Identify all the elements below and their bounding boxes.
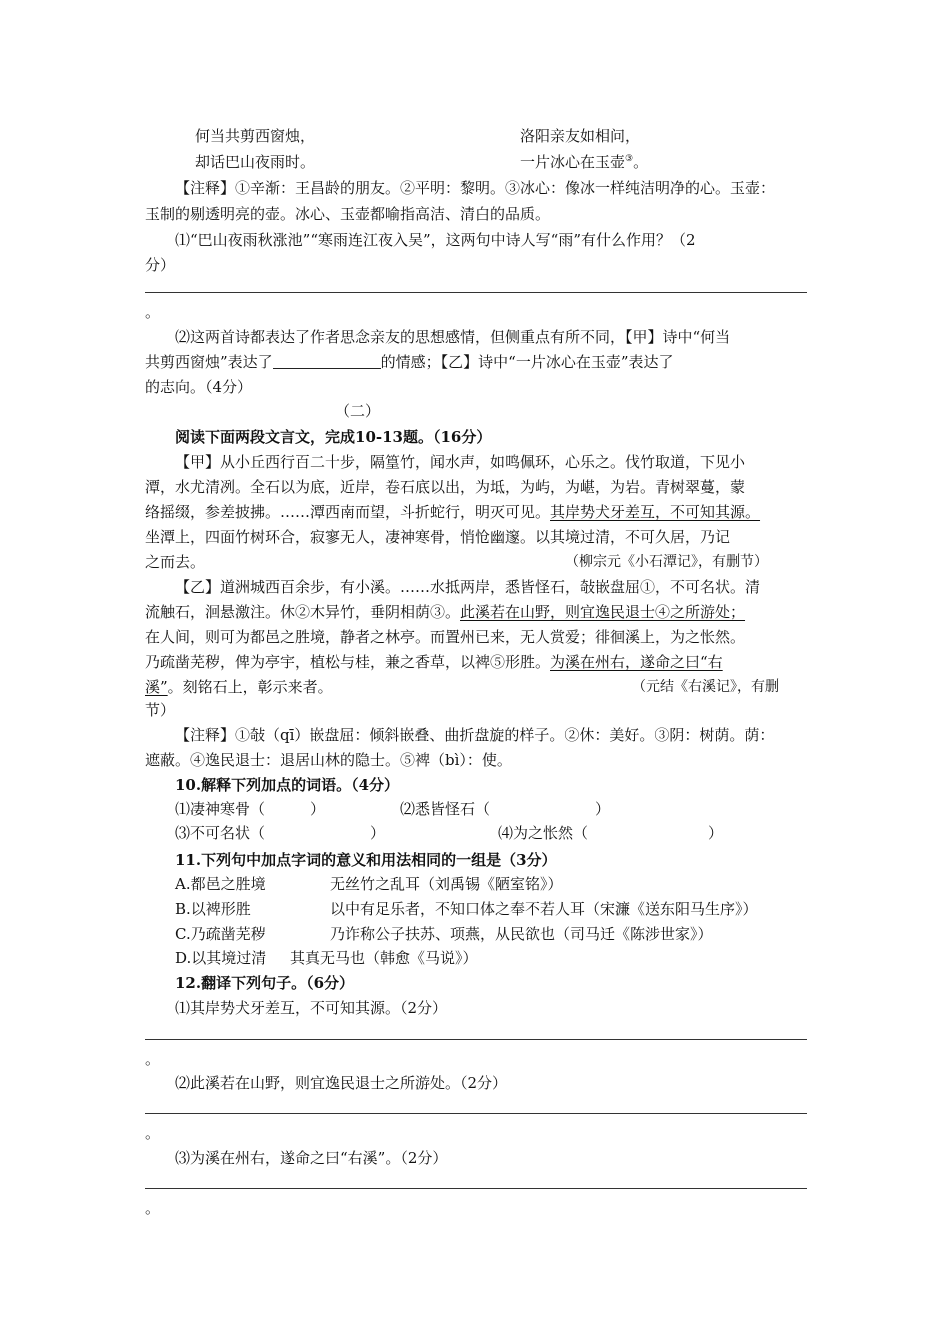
- poem-line-1a: 何当共剪西窗烛，: [195, 127, 316, 145]
- question-2-line-2: 共剪西窗烛”表达了 的情感；【乙】诗中“一片冰心在玉壶”表达了: [145, 353, 674, 371]
- answer-line-q1[interactable]: [145, 292, 807, 293]
- option-b-right: 以中有足乐者，不知口体之奉不若人耳（宋濂《送东阳马生序》）: [330, 900, 758, 918]
- answer-line-s1[interactable]: [145, 1039, 807, 1040]
- answer-end-mark: 。: [145, 1050, 161, 1068]
- answer-line-s3[interactable]: [145, 1188, 807, 1189]
- passage-yi-line-3: 在人间，则可为都邑之胜境，静者之林亭。而置州已来，无人赏爱；徘徊溪上，为之怅然。: [145, 628, 746, 646]
- question-10-d: ⑷为之怅然（ ）: [498, 824, 724, 842]
- answer-line-s2[interactable]: [145, 1113, 807, 1114]
- poem-line-1b: 洛阳亲友如相问，: [520, 127, 641, 145]
- question-1-line-1: ⑴“巴山夜雨秋涨池”“寒雨连江夜入吴”，这两句中诗人写“雨”有什么作用？（2: [175, 231, 696, 249]
- question-10-title: 10.解释下列加点的词语。（4分）: [175, 776, 400, 794]
- poem-line-2a: 却话巴山夜雨时。: [195, 153, 316, 171]
- passage-jia-source: （柳宗元《小石潭记》，有删节）: [565, 554, 768, 570]
- answer-end-mark: 。: [145, 303, 161, 321]
- passage-yi-line-2: 流触石，洄悬激注。休②木异竹，垂阴相荫③。此溪若在山野，则宜逸民退士④之所游处；: [145, 603, 746, 621]
- question-11-title: 11.下列句中加点字词的意义和用法相同的一组是（3分）: [175, 851, 557, 869]
- note-2-line-2: 遮蔽。④逸民退士：退居山林的隐士。⑤裨（bì）：使。: [145, 751, 512, 769]
- option-d-right: 其真无马也（韩愈《马说》）: [290, 949, 478, 967]
- section-title: （二）: [335, 402, 381, 420]
- passage-yi-source: （元结《右溪记》，有删: [632, 679, 779, 695]
- underlined-sentence: 此溪若在山野，则宜逸民退士④之所游处；: [460, 603, 746, 621]
- question-2-line-3: 的志向。（4分）: [145, 378, 253, 396]
- question-10-c: ⑶不可名状（ ）: [175, 824, 386, 842]
- option-c-left: C.乃疏凿芜秽: [175, 925, 266, 943]
- question-10-b: ⑵悉皆怪石（ ）: [400, 800, 611, 818]
- question-10-a: ⑴凄神寒骨（ ）: [175, 800, 326, 818]
- option-d-left: D.以其境过清: [175, 949, 267, 967]
- note-1-line-1: 【注释】①辛渐：王昌龄的朋友。②平明：黎明。③冰心：像冰一样纯洁明净的心。玉壶：: [175, 179, 776, 197]
- underlined-sentence: 溪”: [145, 678, 168, 696]
- answer-end-mark: 。: [145, 1199, 161, 1217]
- note-1-line-2: 玉制的剔透明亮的壶。冰心、玉壶都喻指高洁、清白的品质。: [145, 205, 551, 223]
- passage-jia-line-4: 坐潭上，四面竹树环合，寂寥无人，凄神寒骨，悄怆幽邃。以其境过清，不可久居，乃记: [145, 528, 731, 546]
- question-1-line-2: 分）: [145, 256, 176, 274]
- passage-yi-line-5: 溪”。刻铭石上，彰示来者。: [145, 678, 333, 696]
- option-c-right: 乃诈称公子扶苏、项燕，从民欲也（司马迁《陈涉世家》）: [330, 925, 713, 943]
- passage-jia-line-5: 之而去。: [145, 553, 206, 571]
- question-12-s3: ⑶为溪在州右，遂命之曰“右溪”。（2分）: [175, 1149, 448, 1167]
- passage-yi-line-1: 【乙】道洲城西百余步，有小溪。……水抵两岸，悉皆怪石，敧嵌盘屈①，不可名状。清: [175, 578, 761, 596]
- question-2-line-1: ⑵这两首诗都表达了作者思念亲友的思想感情，但侧重点有所不同，【甲】诗中“何当: [175, 328, 731, 346]
- option-a-left: A.都邑之胜境: [175, 875, 266, 893]
- passage-jia-line-3: 络摇缀，参差披拂。……潭西南而望，斗折蛇行，明灭可见。其岸势犬牙差互，不可知其源。: [145, 503, 761, 521]
- answer-end-mark: 。: [145, 1124, 161, 1142]
- question-12-s2: ⑵此溪若在山野，则宜逸民退士之所游处。（2分）: [175, 1074, 508, 1092]
- question-12-title: 12.翻译下列句子。（6分）: [175, 974, 355, 992]
- option-b-left: B.以裨形胜: [175, 900, 251, 918]
- poem-line-2b: 一片冰心在玉壶③。: [520, 153, 649, 171]
- underlined-sentence: 其岸势犬牙差互，不可知其源。: [550, 503, 761, 521]
- underlined-sentence: 为溪在州右，遂命之曰“右: [550, 653, 723, 671]
- passage-jia-line-1: 【甲】从小丘西行百二十步，隔篁竹，闻水声，如鸣佩环，心乐之。伐竹取道，下见小: [175, 453, 746, 471]
- option-a-right: 无丝竹之乱耳（刘禹锡《陋室铭》）: [330, 875, 563, 893]
- footnote-mark: ③: [625, 154, 634, 164]
- question-12-s1: ⑴其岸势犬牙差互，不可知其源。（2分）: [175, 999, 448, 1017]
- passage-yi-line-4: 乃疏凿芜秽，俾为亭宇，植松与桂，兼之香草，以裨⑤形胜。为溪在州右，遂命之曰“右: [145, 653, 723, 671]
- section-instruction: 阅读下面两段文言文，完成10-13题。（16分）: [175, 428, 492, 446]
- passage-yi-source-cont: 节）: [145, 701, 176, 719]
- fill-blank[interactable]: [273, 354, 381, 369]
- note-2-line-1: 【注释】①敧（qī）嵌盘屈：倾斜嵌叠、曲折盘旋的样子。②休：美好。③阴：树荫。荫：: [175, 726, 775, 744]
- passage-jia-line-2: 潭，水尤清冽。全石以为底，近岸，卷石底以出，为坻，为屿，为嵁，为岩。青树翠蔓，蒙: [145, 478, 746, 496]
